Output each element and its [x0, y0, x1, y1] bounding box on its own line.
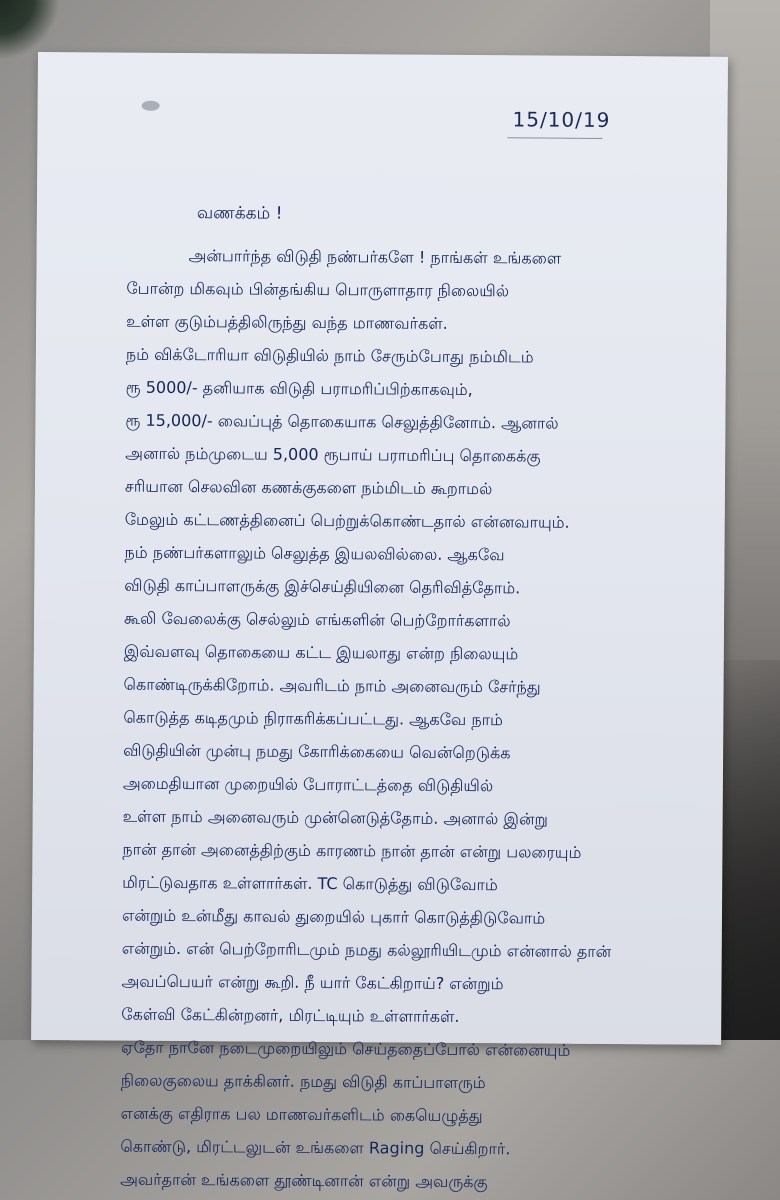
letter-line: கொண்டிருக்கிறோம். அவரிடம் நாம் அனைவரும் சேர்ந்து — [123, 674, 541, 697]
letter-line: கொடுத்த கடிதமும் நிராகரிக்கப்பட்டது. ஆகவே நாம் — [123, 707, 503, 730]
letter-line: அன்பார்ந்த விடுதி நண்பர்களே ! நாங்கள் உங்களை — [188, 246, 562, 268]
letter-line: விடுதியின் முன்பு நமது கோரிக்கையை வென்றெடுக்க — [123, 740, 511, 763]
letter-line: நம் விக்டோரியா விடுதியில் நாம் சேரும்போது நம்மிடம் — [125, 344, 534, 367]
letter-line: அனால் நம்முடைய 5,000 ரூபாய் பராமரிப்பு தொகைக்கு — [125, 443, 541, 466]
letter-line: மிரட்டுவதாக உள்ளார்கள். TC கொடுத்து விடுவோம் — [122, 872, 498, 895]
letter-line: நிலைகுலைய தாக்கினர். நமது விடுதி காப்பாளரும் — [120, 1070, 486, 1093]
letter-line: கேள்வி கேட்கின்றனர், மிரட்டியும் உள்ளார்கள். — [121, 1004, 460, 1026]
letter-line: கூலி வேலைக்கு செல்லும் எங்களின் பெற்றோர்களால் — [123, 608, 511, 631]
letter-line: என்றும் உன்மீது காவல் துறையில் புகார் கொடுத்திடுவோம் — [121, 905, 546, 928]
letter-line: இவ்வளவு தொகையை கட்ட இயலாது என்ற நிலையும் — [123, 641, 519, 664]
letter-line: என்றும். என் பெற்றோரிடமும் நமது கல்லூரியிடமும் என்னால் தான் — [121, 938, 612, 962]
letter-line: அவர்தான் உங்களை தூண்டினான் என்று அவருக்கு — [120, 1169, 488, 1192]
letter-line: ரூ 5000/- தனியாக விடுதி பராமரிப்பிற்காகவும், — [125, 377, 473, 400]
letter-line: கொண்டு, மிரட்டலுடன் உங்களை Raging செய்கிறார். — [120, 1136, 511, 1159]
floor-background-corner — [0, 0, 60, 60]
letter-line: போன்ற மிகவும் பின்தங்கிய பொருளாதார நிலையில் — [126, 278, 510, 301]
letter-line: எனக்கு எதிராக பல மாணவர்களிடம் கையெழுத்து — [120, 1103, 483, 1126]
letter-line: ஏதோ நானே நடைமுறையிலும் செய்ததைப்போல் என்னையும் — [120, 1037, 571, 1060]
letter-line: அவப்பெயர் என்று கூறி. நீ யார் கேட்கிறாய்? என்றும் — [121, 971, 504, 994]
letter-line: நம் நண்பர்களாலும் செலுத்த இயலவில்லை. ஆகவே — [124, 542, 505, 565]
letter-line: ரூ 15,000/- வைப்புத் தொகையாக செலுத்தினோம். ஆனால் — [125, 410, 559, 433]
paper-hole-mark — [142, 101, 160, 111]
letter-line: அமைதியான முறையில் போராட்டத்தை விடுதியில் — [122, 773, 494, 796]
letter-greeting: வணக்கம் ! — [196, 203, 283, 224]
date-underline — [507, 137, 602, 139]
letter-line: உள்ள நாம் அனைவரும் முன்னெடுத்தோம். அனால் இன்று — [122, 806, 548, 829]
letter-line: நான் தான் அனைத்திற்கும் காரணம் நான் தான் என்று பலரையும் — [122, 839, 582, 862]
letter-date: 15/10/19 — [512, 107, 611, 132]
letter-line: சரியான செலவின கணக்குகளை நம்மிடம் கூறாமல் — [124, 476, 493, 499]
letter-body — [120, 239, 707, 1200]
letter-line: விடுதி காப்பாளருக்கு இச்செய்தியினை தெரிவித்தோம். — [124, 575, 521, 598]
handwritten-letter-page — [31, 52, 728, 1192]
letter-line: உள்ள குடும்பத்திலிருந்து வந்த மாணவர்கள். — [126, 311, 448, 333]
letter-line: மேலும் கட்டணத்தினைப் பெற்றுக்கொண்டதால் என்னவாயும். — [124, 509, 570, 532]
